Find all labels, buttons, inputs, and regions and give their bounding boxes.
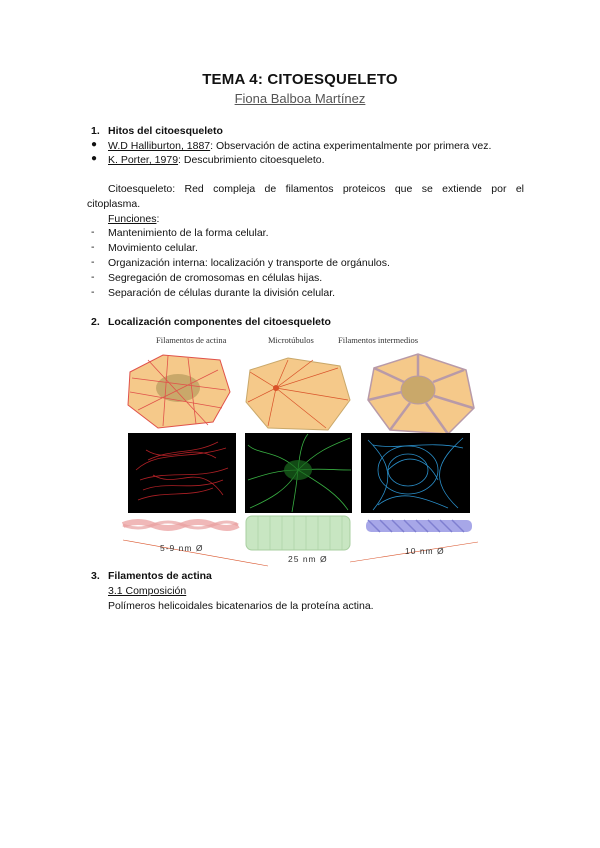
function-item: Separación de células durante la división celular.: [108, 287, 336, 299]
milestone-ref: K. Porter, 1979: [108, 154, 179, 166]
dash-marker: -: [91, 271, 95, 283]
functions-colon: :: [156, 213, 160, 225]
figure-col-label: Microtúbulos: [268, 335, 314, 345]
milestone-item: [108, 139, 491, 153]
function-item: Mantenimiento de la forma celular.: [108, 227, 269, 239]
definition-line1: Citoesqueleto: Red compleja de filamentos proteicos que se extiende por el: [108, 183, 524, 195]
intermediate-filament-model: [366, 520, 472, 532]
section1-heading: Hitos del citoesqueleto: [108, 125, 223, 137]
bullet-icon: ●: [91, 153, 98, 164]
milestone-ref: W.D Halliburton, 1887: [108, 140, 211, 152]
function-item: Movimiento celular.: [108, 242, 198, 254]
section2-heading: Localización componentes del citoesqueleto: [108, 316, 331, 328]
microtubule-cell-drawing: [246, 358, 350, 430]
subsection-title: 3.1 Composición: [108, 585, 187, 597]
intermediate-size-label: 10 nm Ø: [405, 546, 445, 556]
milestone-item: [108, 153, 325, 167]
actin-filament-model: [123, 522, 238, 528]
actin-cell-drawing: [128, 355, 230, 428]
milestone-text: : Observación de actina experimentalmente por primera vez.: [210, 140, 492, 152]
microtubule-filament-model: [246, 516, 350, 550]
definition-line2: citoplasma.: [87, 198, 141, 210]
actin-size-label: 5-9 nm Ø: [160, 543, 204, 553]
composition-text: Polímeros helicoidales bicatenarios de la proteína actina.: [108, 600, 374, 612]
author-name: [0, 91, 600, 106]
dash-marker: -: [91, 286, 95, 298]
section2-number: 2.: [91, 316, 100, 328]
dash-marker: -: [91, 256, 95, 268]
section3-number: 3.: [91, 570, 100, 582]
cytoskeleton-figure: [118, 330, 488, 570]
figure-svg: [118, 330, 488, 570]
functions-label: [108, 212, 159, 226]
intermediate-cell-drawing: [368, 354, 474, 434]
milestone-text: : Descubrimiento citoesqueleto.: [178, 154, 325, 166]
actin-micrograph: [128, 433, 236, 513]
figure-col-label: Filamentos intermedios: [338, 335, 419, 345]
dash-marker: -: [91, 241, 95, 253]
functions-label-text: Funciones: [108, 213, 157, 225]
microtubule-size-label: 25 nm Ø: [288, 554, 328, 564]
figure-col-label: Filamentos de actina: [156, 335, 227, 345]
dash-marker: -: [91, 226, 95, 238]
page-title: TEMA 4: CITOESQUELETO: [202, 71, 398, 88]
section3-heading: Filamentos de actina: [108, 570, 212, 582]
section1-number: 1.: [91, 125, 100, 137]
function-item: Segregación de cromosomas en células hijas.: [108, 272, 323, 284]
function-item: Organización interna: localización y transporte de orgánulos.: [108, 257, 390, 269]
author-text: Fiona Balboa Martínez: [234, 91, 366, 106]
bullet-icon: ●: [91, 139, 98, 150]
